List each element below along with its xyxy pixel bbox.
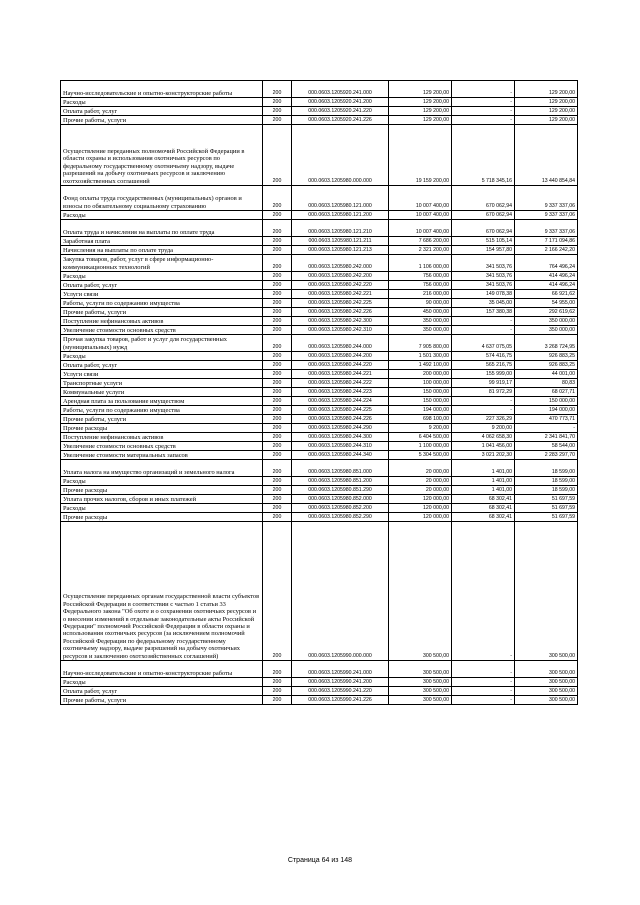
row-remaining: 129 200,00	[515, 81, 578, 98]
table-row	[61, 272, 578, 281]
table-row	[61, 522, 578, 661]
table-row	[61, 186, 578, 211]
row-executed: -	[452, 317, 515, 326]
row-remaining: 350 000,00	[515, 317, 578, 326]
row-remaining: 18 599,00	[515, 486, 578, 495]
row-executed: -	[452, 116, 515, 125]
row-name: Увеличение стоимости основных средств	[61, 326, 263, 335]
row-name: Оплата труда и начисления на выплаты по оплате труда	[61, 220, 263, 237]
row-approved: 300 500,00	[389, 696, 452, 705]
row-approved: 10 007 400,00	[389, 220, 452, 237]
row-approved: 1 492 100,00	[389, 361, 452, 370]
row-name: Осуществление переданных органам государственной власти субъектов Российской Федерации в соответствии с частью 1 статьи 33 Федерального закона "Об охоте и о сохранении охотничьих ресурсов и о внесении изменений в отдельные законодательные акты Российской Федерации" полномочий Российской Федерации в области охраны и использования охотничьих ресурсов (за исключением полномочий Российской Федерации по федеральному государственному охотничьему надзору, выдаче разрешений на добычу охотничьих ресурсов и заключению охотхозяйственных соглашений)	[61, 522, 263, 661]
row-approved: 129 200,00	[389, 81, 452, 98]
row-remaining: 44 001,00	[515, 370, 578, 379]
row-name: Услуги связи	[61, 370, 263, 379]
row-name: Расходы	[61, 678, 263, 687]
table-row	[61, 317, 578, 326]
budget-table-body	[61, 81, 578, 705]
row-approved: 300 500,00	[389, 687, 452, 696]
row-executed: 68 302,41	[452, 504, 515, 513]
row-executed: 670 062,94	[452, 220, 515, 237]
row-executed: 515 105,14	[452, 237, 515, 246]
row-name: Уплата налога на имущество организаций и земельного налога	[61, 460, 263, 477]
row-code: 200	[263, 397, 292, 406]
row-code: 200	[263, 460, 292, 477]
row-kbk: 000.0603.1205980.244.340	[292, 451, 389, 460]
row-executed: -	[452, 687, 515, 696]
row-kbk: 000.0603.1205920.241.220	[292, 107, 389, 116]
row-kbk: 000.0603.1205980.852.290	[292, 513, 389, 522]
row-executed: -	[452, 661, 515, 678]
row-approved: 100 000,00	[389, 379, 452, 388]
row-executed: -	[452, 678, 515, 687]
table-row	[61, 116, 578, 125]
row-kbk: 000.0603.1205980.851.290	[292, 486, 389, 495]
row-approved: 194 000,00	[389, 406, 452, 415]
row-kbk: 000.0603.1205980.242.000	[292, 255, 389, 272]
row-kbk: 000.0603.1205980.244.000	[292, 335, 389, 352]
row-executed: 341 503,76	[452, 255, 515, 272]
row-approved: 300 500,00	[389, 661, 452, 678]
table-row	[61, 299, 578, 308]
row-remaining: 350 000,00	[515, 326, 578, 335]
row-executed: 4 637 075,05	[452, 335, 515, 352]
row-approved: 200 000,00	[389, 370, 452, 379]
row-remaining: 764 496,24	[515, 255, 578, 272]
row-executed: 565 216,75	[452, 361, 515, 370]
row-kbk: 000.0603.1205980.244.226	[292, 415, 389, 424]
row-code: 200	[263, 370, 292, 379]
row-kbk: 000.0603.1205980.242.225	[292, 299, 389, 308]
row-code: 200	[263, 678, 292, 687]
row-code: 200	[263, 98, 292, 107]
row-code: 200	[263, 696, 292, 705]
row-remaining: 194 000,00	[515, 406, 578, 415]
row-name: Закупка товаров, работ, услуг в сфере информационно-коммуникационных технологий	[61, 255, 263, 272]
row-executed: 3 021 202,30	[452, 451, 515, 460]
table-row	[61, 424, 578, 433]
row-approved: 2 321 200,00	[389, 246, 452, 255]
row-kbk: 000.0603.1205980.244.310	[292, 442, 389, 451]
row-remaining: 129 200,00	[515, 107, 578, 116]
row-code: 200	[263, 352, 292, 361]
row-name: Расходы	[61, 98, 263, 107]
row-approved: 1 100 000,00	[389, 442, 452, 451]
row-name: Работы, услуги по содержанию имущества	[61, 299, 263, 308]
row-executed: 149 078,38	[452, 290, 515, 299]
row-code: 200	[263, 272, 292, 281]
row-code: 200	[263, 424, 292, 433]
row-kbk: 000.0603.1205990.000.000	[292, 522, 389, 661]
row-kbk: 000.0603.1205980.121.000	[292, 186, 389, 211]
row-executed: -	[452, 406, 515, 415]
row-approved: 20 000,00	[389, 486, 452, 495]
row-name: Оплата работ, услуг	[61, 687, 263, 696]
row-executed: 68 302,41	[452, 513, 515, 522]
row-kbk: 000.0603.1205980.121.200	[292, 211, 389, 220]
row-kbk: 000.0603.1205990.241.200	[292, 678, 389, 687]
row-kbk: 000.0603.1205980.244.223	[292, 388, 389, 397]
row-code: 200	[263, 415, 292, 424]
table-row	[61, 370, 578, 379]
table-row	[61, 308, 578, 317]
row-approved: 698 100,00	[389, 415, 452, 424]
table-row	[61, 290, 578, 299]
row-kbk: 000.0603.1205980.242.300	[292, 317, 389, 326]
row-remaining: 300 500,00	[515, 661, 578, 678]
table-row	[61, 107, 578, 116]
row-kbk: 000.0603.1205980.851.200	[292, 477, 389, 486]
table-row	[61, 433, 578, 442]
row-code: 200	[263, 107, 292, 116]
row-kbk: 000.0603.1205980.121.211	[292, 237, 389, 246]
row-name: Прочие работы, услуги	[61, 696, 263, 705]
table-row	[61, 397, 578, 406]
row-code: 200	[263, 308, 292, 317]
row-kbk: 000.0603.1205980.244.221	[292, 370, 389, 379]
row-kbk: 000.0603.1205980.244.200	[292, 352, 389, 361]
row-kbk: 000.0603.1205980.851.000	[292, 460, 389, 477]
row-remaining: 7 171 094,86	[515, 237, 578, 246]
row-name: Прочая закупка товаров, работ и услуг для государственных (муниципальных) нужд	[61, 335, 263, 352]
row-kbk: 000.0603.1205990.241.220	[292, 687, 389, 696]
row-approved: 120 000,00	[389, 495, 452, 504]
row-code: 200	[263, 81, 292, 98]
row-remaining: 129 200,00	[515, 98, 578, 107]
row-code: 200	[263, 406, 292, 415]
row-name: Прочие работы, услуги	[61, 116, 263, 125]
row-code: 200	[263, 255, 292, 272]
row-code: 200	[263, 433, 292, 442]
row-kbk: 000.0603.1205980.244.224	[292, 397, 389, 406]
row-remaining: 129 200,00	[515, 116, 578, 125]
row-approved: 350 000,00	[389, 326, 452, 335]
table-row	[61, 495, 578, 504]
table-row	[61, 460, 578, 477]
row-remaining: 54 955,00	[515, 299, 578, 308]
table-row	[61, 81, 578, 98]
row-approved: 7 905 800,00	[389, 335, 452, 352]
row-remaining: 18 599,00	[515, 460, 578, 477]
row-code: 200	[263, 326, 292, 335]
row-remaining: 80,83	[515, 379, 578, 388]
row-name: Расходы	[61, 272, 263, 281]
row-remaining: 51 697,59	[515, 504, 578, 513]
row-approved: 129 200,00	[389, 107, 452, 116]
row-executed: 227 326,29	[452, 415, 515, 424]
table-row	[61, 696, 578, 705]
row-approved: 120 000,00	[389, 504, 452, 513]
row-code: 200	[263, 281, 292, 290]
row-name: Оплата работ, услуг	[61, 361, 263, 370]
table-row	[61, 211, 578, 220]
table-row	[61, 687, 578, 696]
row-code: 200	[263, 317, 292, 326]
table-row	[61, 504, 578, 513]
row-executed: 341 503,76	[452, 281, 515, 290]
row-approved: 19 159 200,00	[389, 125, 452, 186]
row-name: Прочие работы, услуги	[61, 415, 263, 424]
row-remaining: 9 337 337,06	[515, 220, 578, 237]
table-row	[61, 220, 578, 237]
table-row	[61, 678, 578, 687]
row-remaining: 300 500,00	[515, 696, 578, 705]
row-approved: 756 000,00	[389, 281, 452, 290]
row-code: 200	[263, 125, 292, 186]
row-code: 200	[263, 442, 292, 451]
row-executed: 341 503,76	[452, 272, 515, 281]
page-number: Страница 64 из 148	[287, 857, 353, 864]
row-code: 200	[263, 220, 292, 237]
row-kbk: 000.0603.1205920.241.226	[292, 116, 389, 125]
row-approved: 216 000,00	[389, 290, 452, 299]
row-kbk: 000.0603.1205980.242.220	[292, 281, 389, 290]
row-executed: -	[452, 696, 515, 705]
row-kbk: 000.0603.1205980.000.000	[292, 125, 389, 186]
row-remaining: 2 341 841,70	[515, 433, 578, 442]
table-row	[61, 326, 578, 335]
row-code: 200	[263, 513, 292, 522]
table-row	[61, 442, 578, 451]
row-approved: 20 000,00	[389, 477, 452, 486]
row-code: 200	[263, 211, 292, 220]
row-remaining: 51 697,59	[515, 513, 578, 522]
row-kbk: 000.0603.1205980.242.310	[292, 326, 389, 335]
row-kbk: 000.0603.1205980.244.222	[292, 379, 389, 388]
row-code: 200	[263, 186, 292, 211]
row-approved: 300 500,00	[389, 678, 452, 687]
row-name: Увеличение стоимости материальных запасов	[61, 451, 263, 460]
row-executed: 5 718 345,16	[452, 125, 515, 186]
row-name: Оплата работ, услуг	[61, 107, 263, 116]
row-remaining: 414 496,24	[515, 281, 578, 290]
row-executed: 670 062,94	[452, 211, 515, 220]
row-code: 200	[263, 246, 292, 255]
row-name: Оплата работ, услуг	[61, 281, 263, 290]
row-remaining: 9 337 337,06	[515, 186, 578, 211]
row-approved: 10 007 400,00	[389, 186, 452, 211]
row-name: Расходы	[61, 211, 263, 220]
row-executed: 1 401,00	[452, 460, 515, 477]
row-remaining: 470 773,71	[515, 415, 578, 424]
table-row	[61, 661, 578, 678]
row-kbk: 000.0603.1205980.852.200	[292, 504, 389, 513]
row-executed: 99 919,17	[452, 379, 515, 388]
row-code: 200	[263, 299, 292, 308]
row-name: Уплата прочих налогов, сборов и иных платежей	[61, 495, 263, 504]
row-name: Научно-исследовательские и опытно-конструкторские работы	[61, 81, 263, 98]
row-executed: 1 041 456,00	[452, 442, 515, 451]
table-row	[61, 98, 578, 107]
row-code: 200	[263, 379, 292, 388]
row-code: 200	[263, 451, 292, 460]
row-name: Заработная плата	[61, 237, 263, 246]
table-row	[61, 335, 578, 352]
row-executed: -	[452, 107, 515, 116]
row-approved: 20 000,00	[389, 460, 452, 477]
table-row	[61, 281, 578, 290]
row-remaining: 2 166 242,20	[515, 246, 578, 255]
row-name: Коммунальные услуги	[61, 388, 263, 397]
row-executed: 35 045,00	[452, 299, 515, 308]
row-kbk: 000.0603.1205990.241.226	[292, 696, 389, 705]
table-row	[61, 477, 578, 486]
row-code: 200	[263, 116, 292, 125]
row-remaining: 66 921,62	[515, 290, 578, 299]
row-executed: 574 416,75	[452, 352, 515, 361]
row-executed: -	[452, 397, 515, 406]
row-name: Прочие работы, услуги	[61, 308, 263, 317]
row-approved: 5 304 500,00	[389, 451, 452, 460]
row-code: 200	[263, 486, 292, 495]
row-approved: 129 200,00	[389, 98, 452, 107]
row-approved: 1 501 300,00	[389, 352, 452, 361]
row-kbk: 000.0603.1205980.242.221	[292, 290, 389, 299]
row-name: Прочие расходы	[61, 486, 263, 495]
row-remaining: 292 619,62	[515, 308, 578, 317]
row-kbk: 000.0603.1205980.852.000	[292, 495, 389, 504]
row-kbk: 000.0603.1205920.241.200	[292, 98, 389, 107]
row-name: Транспортные услуги	[61, 379, 263, 388]
row-name: Расходы	[61, 504, 263, 513]
row-kbk: 000.0603.1205980.244.225	[292, 406, 389, 415]
row-approved: 90 000,00	[389, 299, 452, 308]
row-code: 200	[263, 687, 292, 696]
row-executed: 1 401,00	[452, 486, 515, 495]
row-executed: 4 062 658,30	[452, 433, 515, 442]
row-kbk: 000.0603.1205920.241.000	[292, 81, 389, 98]
row-approved: 300 500,00	[389, 522, 452, 661]
row-executed: 154 957,80	[452, 246, 515, 255]
row-executed: -	[452, 522, 515, 661]
row-remaining: 300 500,00	[515, 678, 578, 687]
row-name: Расходы	[61, 477, 263, 486]
row-approved: 129 200,00	[389, 116, 452, 125]
row-approved: 6 404 500,00	[389, 433, 452, 442]
row-code: 200	[263, 661, 292, 678]
row-name: Поступление нефинансовых активов	[61, 433, 263, 442]
row-executed: 670 062,94	[452, 186, 515, 211]
row-remaining: 51 697,59	[515, 495, 578, 504]
row-remaining: -	[515, 424, 578, 433]
row-kbk: 000.0603.1205980.244.290	[292, 424, 389, 433]
row-approved: 450 000,00	[389, 308, 452, 317]
row-kbk: 000.0603.1205980.242.226	[292, 308, 389, 317]
row-name: Услуги связи	[61, 290, 263, 299]
row-remaining: 300 500,00	[515, 522, 578, 661]
row-kbk: 000.0603.1205980.244.300	[292, 433, 389, 442]
row-executed: -	[452, 81, 515, 98]
row-executed: 157 380,38	[452, 308, 515, 317]
table-row	[61, 513, 578, 522]
row-remaining: 2 283 297,70	[515, 451, 578, 460]
row-kbk: 000.0603.1205990.241.000	[292, 661, 389, 678]
row-approved: 1 106 000,00	[389, 255, 452, 272]
row-code: 200	[263, 237, 292, 246]
row-executed: -	[452, 326, 515, 335]
row-name: Прочие расходы	[61, 513, 263, 522]
row-remaining: 58 544,00	[515, 442, 578, 451]
row-approved: 350 000,00	[389, 317, 452, 326]
row-remaining: 68 027,71	[515, 388, 578, 397]
row-name: Начисления на выплаты по оплате труда	[61, 246, 263, 255]
table-row	[61, 125, 578, 186]
row-name: Арендная плата за пользование имуществом	[61, 397, 263, 406]
row-executed: 155 999,00	[452, 370, 515, 379]
row-code: 200	[263, 477, 292, 486]
table-row	[61, 388, 578, 397]
row-name: Расходы	[61, 352, 263, 361]
row-kbk: 000.0603.1205980.121.213	[292, 246, 389, 255]
row-executed: 81 972,29	[452, 388, 515, 397]
row-name: Прочие расходы	[61, 424, 263, 433]
row-executed: 1 401,00	[452, 477, 515, 486]
table-row	[61, 255, 578, 272]
table-row	[61, 486, 578, 495]
row-remaining: 3 268 724,95	[515, 335, 578, 352]
row-code: 200	[263, 290, 292, 299]
row-name: Поступление нефинансовых активов	[61, 317, 263, 326]
row-name: Увеличение стоимости основных средств	[61, 442, 263, 451]
row-name: Работы, услуги по содержанию имущества	[61, 406, 263, 415]
row-code: 200	[263, 388, 292, 397]
row-approved: 7 686 200,00	[389, 237, 452, 246]
row-approved: 150 000,00	[389, 397, 452, 406]
row-remaining: 9 337 337,06	[515, 211, 578, 220]
row-approved: 756 000,00	[389, 272, 452, 281]
row-name: Фонд оплаты труда государственных (муниципальных) органов и взносы по обязательному социальному страхованию	[61, 186, 263, 211]
row-remaining: 926 883,25	[515, 361, 578, 370]
row-remaining: 18 599,00	[515, 477, 578, 486]
row-code: 200	[263, 495, 292, 504]
table-row	[61, 406, 578, 415]
row-kbk: 000.0603.1205980.121.210	[292, 220, 389, 237]
row-kbk: 000.0603.1205980.242.200	[292, 272, 389, 281]
row-remaining: 13 440 854,84	[515, 125, 578, 186]
row-approved: 10 007 400,00	[389, 211, 452, 220]
row-name: Научно-исследовательские и опытно-конструкторские работы	[61, 661, 263, 678]
row-executed: 68 302,41	[452, 495, 515, 504]
row-code: 200	[263, 335, 292, 352]
row-code: 200	[263, 361, 292, 370]
row-approved: 9 200,00	[389, 424, 452, 433]
row-executed: 9 200,00	[452, 424, 515, 433]
row-approved: 120 000,00	[389, 513, 452, 522]
table-row	[61, 379, 578, 388]
row-remaining: 150 000,00	[515, 397, 578, 406]
row-executed: -	[452, 98, 515, 107]
table-row	[61, 237, 578, 246]
table-row	[61, 415, 578, 424]
row-remaining: 926 883,25	[515, 352, 578, 361]
row-remaining: 300 500,00	[515, 687, 578, 696]
table-row	[61, 246, 578, 255]
row-approved: 150 000,00	[389, 388, 452, 397]
table-row	[61, 352, 578, 361]
row-kbk: 000.0603.1205980.244.220	[292, 361, 389, 370]
row-name: Осуществление переданных полномочий Российской Федерации в области охраны и использования охотничьих ресурсов по федеральному государственному охотничьему надзору, выдаче разрешений на добычу охотничьих ресурсов и заключению охотхозяйственных соглашений	[61, 125, 263, 186]
row-code: 200	[263, 504, 292, 513]
table-row	[61, 361, 578, 370]
row-code: 200	[263, 522, 292, 661]
row-remaining: 414 496,24	[515, 272, 578, 281]
table-row	[61, 451, 578, 460]
budget-table	[60, 80, 578, 705]
